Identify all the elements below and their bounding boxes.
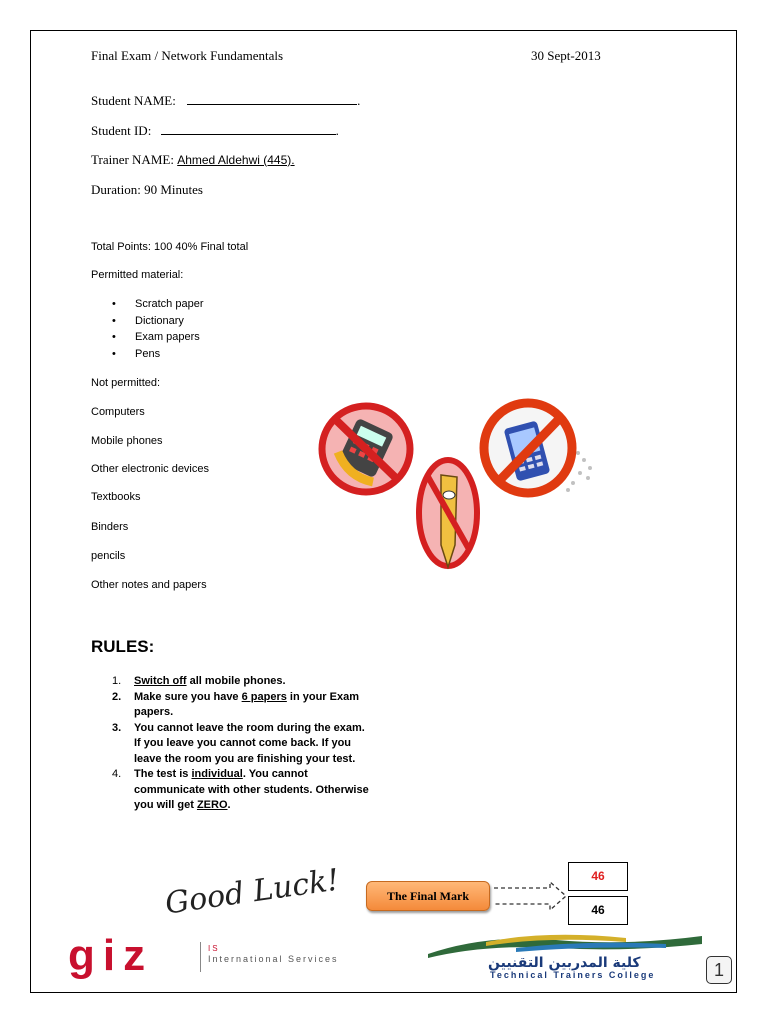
rules-title: RULES: — [91, 637, 155, 656]
rules-list — [112, 674, 372, 814]
permitted-heading: Permitted material: — [91, 269, 184, 281]
student-id-period: . — [335, 123, 339, 138]
rule-number: 3. — [112, 721, 122, 734]
rule-item — [112, 767, 372, 814]
rule-item — [112, 690, 372, 721]
permitted-list — [92, 298, 203, 364]
trainer-row — [91, 152, 295, 168]
total-points: Total Points: 100 40% Final total — [91, 241, 249, 253]
student-id-row — [91, 123, 339, 139]
rule-text-post: . You cannot communicate with other students. Otherwise you will get — [134, 768, 369, 811]
permitted-item: • Pens — [92, 348, 203, 365]
rule-text-underlined: individual — [191, 768, 243, 780]
not-permitted-item: Computers — [91, 406, 145, 418]
rule-item — [112, 721, 372, 768]
rule-text-underlined: 6 papers — [241, 690, 287, 703]
rule-text-post: in your Exam papers. — [134, 690, 359, 718]
giz-subtitle — [208, 944, 339, 964]
no-pencil-icon — [415, 455, 483, 573]
rule-number: 2. — [112, 690, 122, 703]
not-permitted-item: pencils — [91, 550, 126, 562]
student-name-blank — [187, 103, 357, 105]
giz-services: International Services — [208, 954, 339, 964]
trainer-value: Ahmed Aldehwi (445). — [177, 153, 295, 167]
rule-text-end: . — [227, 799, 231, 811]
student-name-period: . — [357, 93, 361, 108]
student-id-label: Student ID: — [91, 123, 152, 138]
student-name-row — [91, 93, 360, 109]
logo-divider — [200, 942, 201, 972]
page-border — [30, 30, 737, 993]
rule-text-pre: The test is — [134, 768, 192, 780]
rule-text-pre: Make sure you have — [134, 690, 242, 703]
rule-text-underlined: Switch off — [134, 675, 187, 687]
exam-title: Final Exam / Network Fundamentals — [91, 48, 284, 63]
rule-item — [112, 674, 372, 690]
not-permitted-item: Other notes and papers — [91, 579, 207, 591]
final-mark-typed: 46 — [568, 896, 628, 925]
rule-number: 4. — [112, 768, 122, 780]
giz-logo: giz — [68, 931, 154, 980]
student-id-blank — [161, 133, 336, 135]
college-name-arabic: كلية المدربين التقنيين — [488, 955, 641, 971]
not-permitted-item: Mobile phones — [91, 435, 163, 447]
not-permitted-item: Binders — [91, 521, 129, 533]
no-mobile-phone-icon — [480, 398, 600, 502]
page-number: 1 — [706, 956, 732, 984]
rule-text-zero: ZERO — [196, 799, 228, 811]
college-name-english: Technical Trainers College — [490, 970, 656, 980]
not-permitted-item: Textbooks — [91, 491, 141, 503]
good-luck-text: Good Luck! — [163, 862, 342, 922]
no-calculator-icon — [318, 402, 418, 494]
final-mark-handwritten: 46 — [568, 862, 628, 891]
rule-text-post: all mobile phones. — [186, 675, 286, 687]
not-permitted-heading: Not permitted: — [91, 377, 161, 389]
final-mark-label: The Final Mark — [366, 881, 490, 911]
duration: Duration: 90 Minutes — [91, 182, 203, 197]
exam-date: 30 Sept-2013 — [531, 48, 601, 63]
permitted-item: • Scratch paper — [92, 298, 203, 315]
arrow-right-icon — [492, 880, 570, 912]
rule-number: 1. — [112, 675, 122, 687]
trainer-label: Trainer NAME: — [91, 152, 174, 167]
permitted-item: • Dictionary — [92, 315, 203, 332]
student-name-label: Student NAME: — [91, 93, 176, 108]
permitted-item: • Exam papers — [92, 331, 203, 348]
giz-is: IS — [208, 944, 220, 953]
not-permitted-item: Other electronic devices — [91, 463, 209, 475]
rule-text-pre: You cannot leave the room during the exam. If you leave you cannot come back. If you leave the room you are finishing your test. — [134, 721, 365, 765]
good-luck-handwriting — [160, 860, 342, 922]
